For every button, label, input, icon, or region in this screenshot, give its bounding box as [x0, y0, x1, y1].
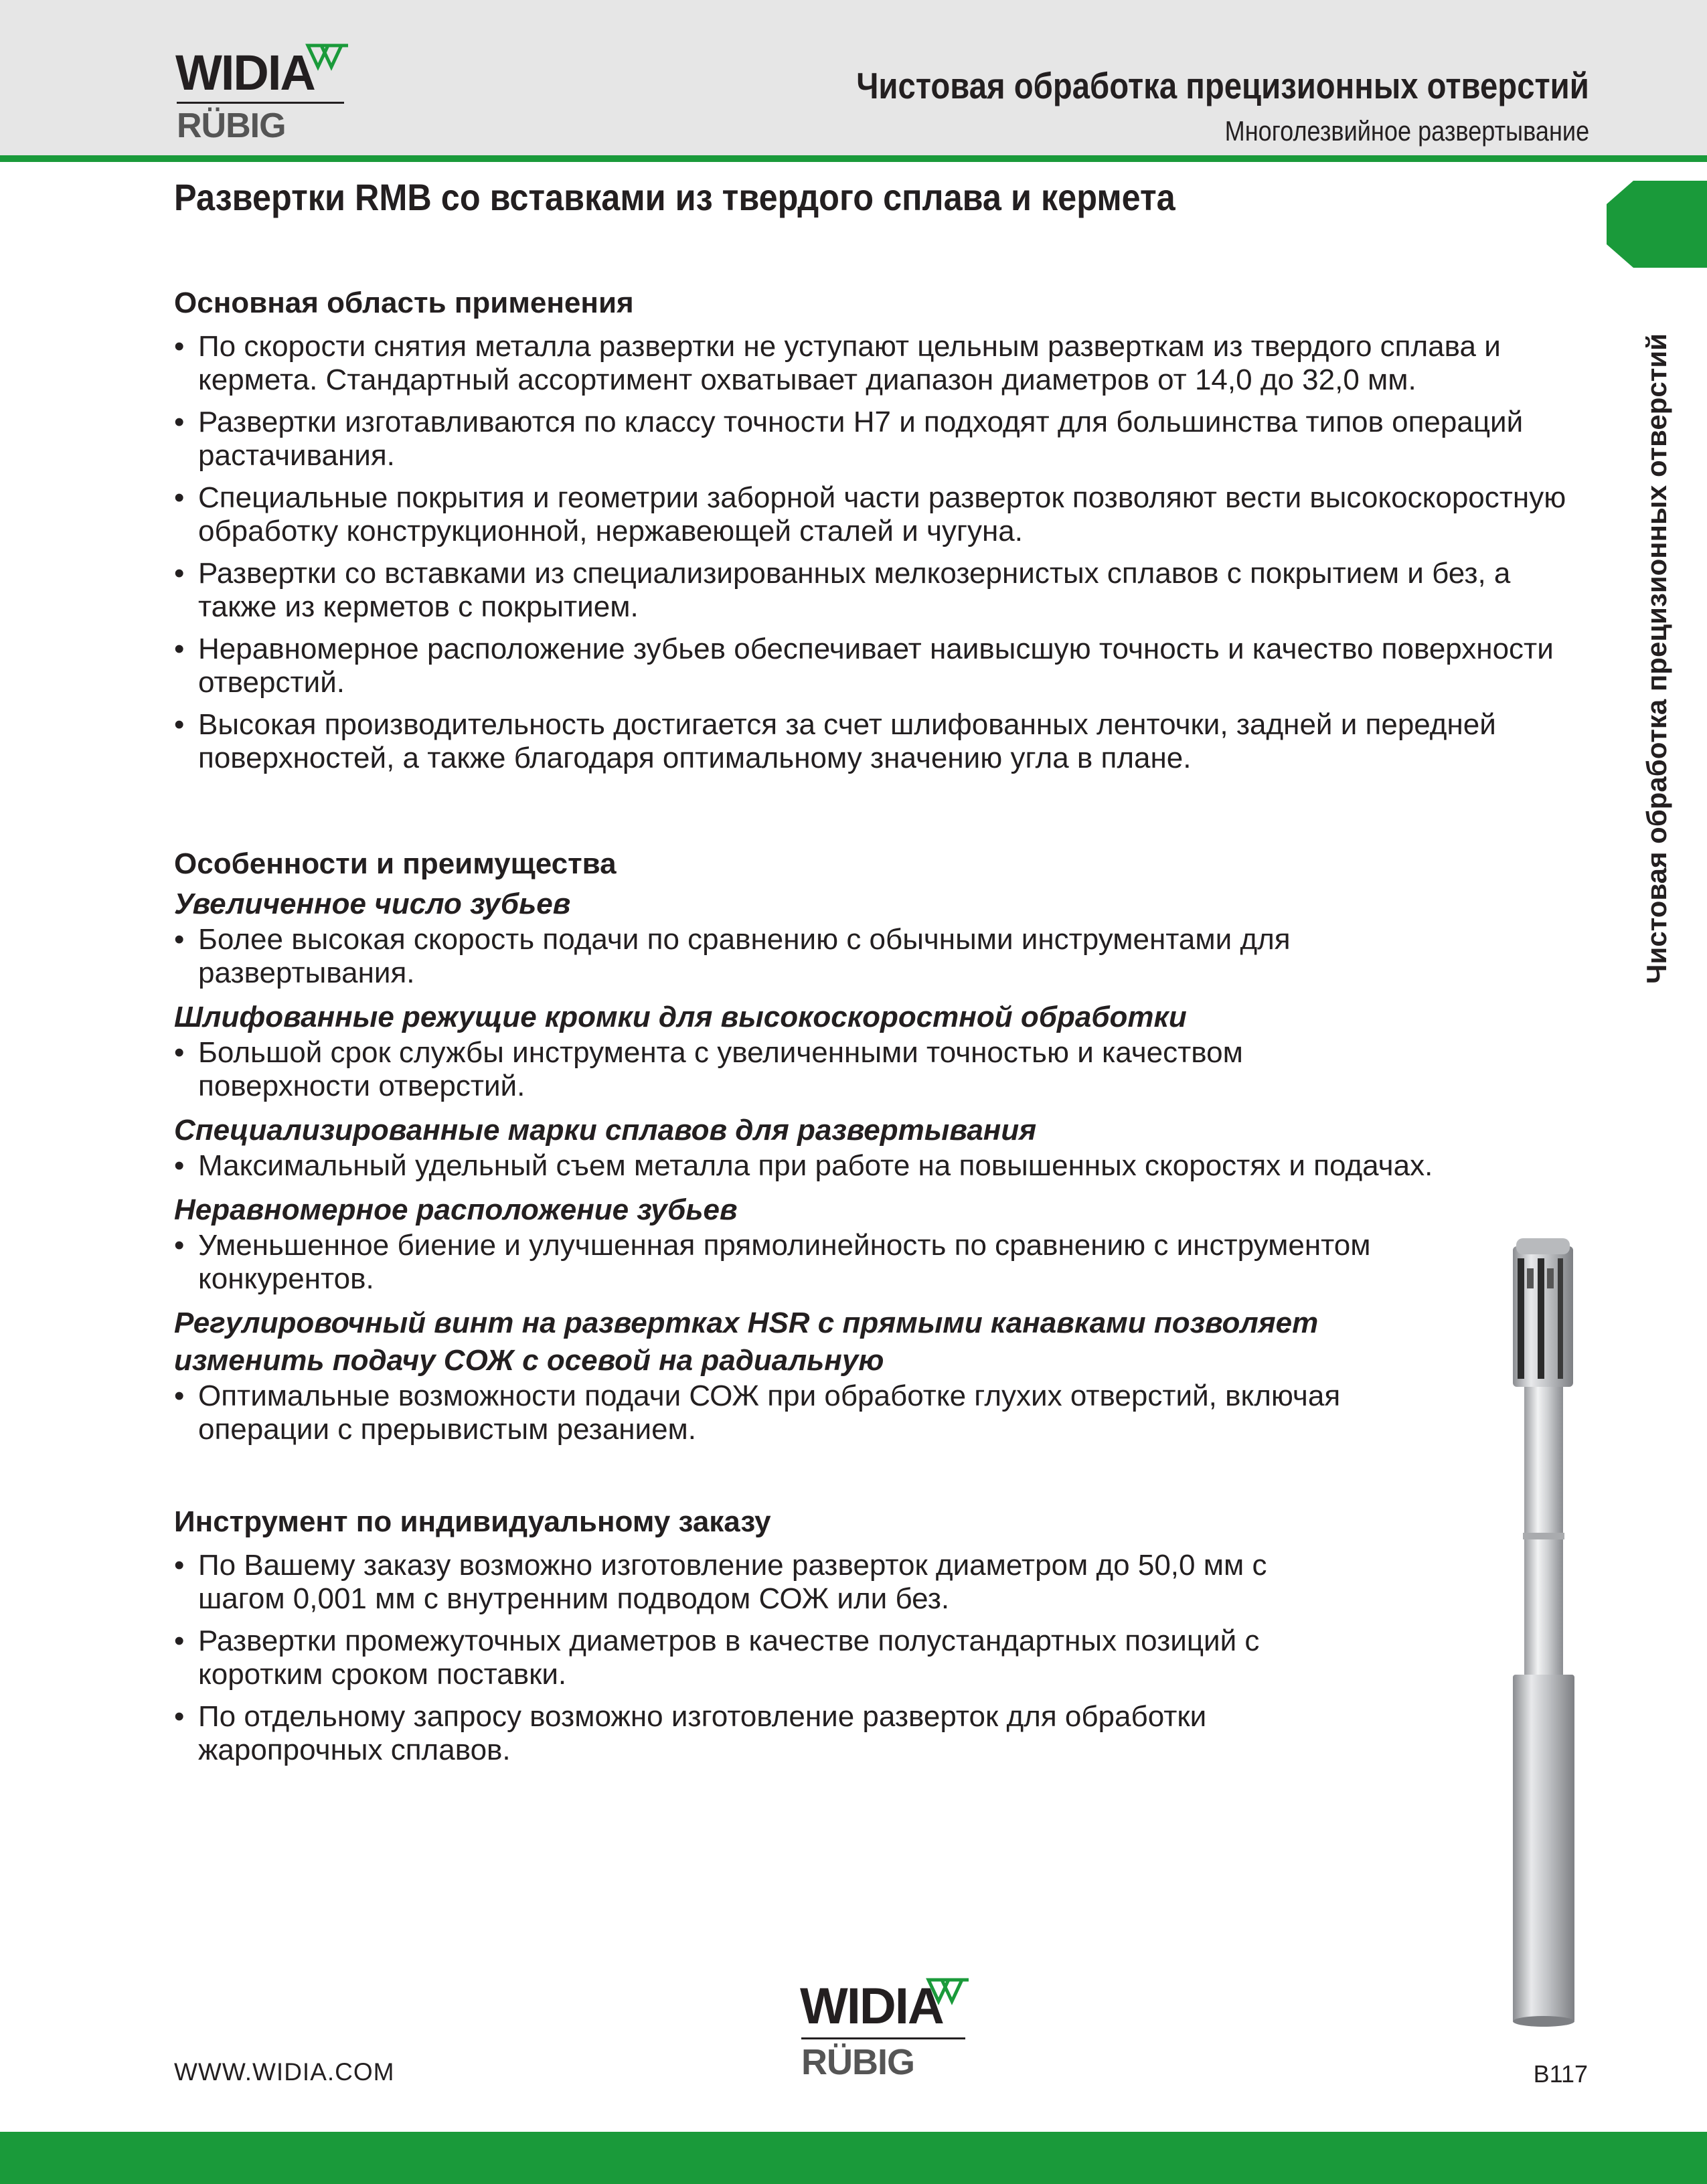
- feature-title: Регулировочный винт на развертках HSR с прямыми канавками позволяет изменить подачу СОЖ с осевой на радиальную: [174, 1307, 1319, 1377]
- footer-band: [0, 2132, 1707, 2184]
- list-item: • Неравномерное расположение зубьев обеспечивает наивысшую точность и качество поверхности отверстий.: [174, 633, 1593, 699]
- reamer-tool-icon: [1489, 1238, 1590, 2028]
- bullet-list: [174, 1036, 1499, 1103]
- bullet-list: [174, 1229, 1499, 1296]
- bullet-list: [174, 1549, 1352, 1767]
- section-heading: Инструмент по индивидуальному заказу: [174, 1505, 771, 1538]
- feature-title: Увеличенное число зубьев: [174, 888, 571, 920]
- logo-rule: [177, 102, 344, 104]
- side-tab-label: Чистовая обработка прецизионных отверстий: [1641, 333, 1672, 984]
- list-item: • Более высокая скорость подачи по сравнению с обычными инструментами для развертывания.: [174, 923, 1336, 990]
- logo-rule: [801, 2037, 965, 2039]
- list-item: • По скорости снятия металла развертки не уступают цельным разверткам из твердого сплава и кермета. Стандартный ассортимент охватывает диапазон диаметров от 14,0 до 32,0 мм.: [174, 330, 1593, 397]
- bullet-list: [174, 1149, 1499, 1183]
- footer-logo: [800, 1978, 967, 2088]
- section-features: [174, 845, 1499, 1446]
- list-item: • Максимальный удельный съем металла при работе на повышенных скоростях и подачах.: [174, 1149, 1499, 1183]
- logo-rubig-text: RÜBIG: [801, 2042, 914, 2082]
- page-number: B117: [1533, 2060, 1588, 2088]
- logo-triangle-icon: [305, 43, 351, 76]
- section-heading: Основная область применения: [174, 286, 634, 319]
- list-item: • Уменьшенное биение и улучшенная прямолинейность по сравнению с инструментом конкурентов.: [174, 1229, 1470, 1296]
- spacer: [174, 1455, 1593, 1503]
- header-rule: [0, 155, 1707, 162]
- list-item: • Высокая производительность достигается за счет шлифованных ленточки, задней и передней поверхностей, а также благодаря оптимальному значению угла в плане.: [174, 708, 1593, 775]
- spacer: [174, 784, 1593, 845]
- section-application: [174, 284, 1593, 775]
- logo-widia-text: WIDIA: [800, 1978, 943, 2035]
- logo-rubig-text: RÜBIG: [177, 106, 286, 145]
- section-heading: Особенности и преимущества: [174, 847, 617, 880]
- logo-triangle-icon: [926, 1977, 971, 2011]
- bullet-list: [174, 923, 1499, 990]
- list-item: • Специальные покрытия и геометрии заборной части разверток позволяют вести высокоскоростную обработку конструкционной, нержавеющей сталей и чугуна.: [174, 481, 1593, 548]
- list-item: • Развертки изготавливаются по классу точности H7 и подходят для большинства типов операций растачивания.: [174, 406, 1593, 473]
- feature-title: Неравномерное расположение зубьев: [174, 1193, 738, 1226]
- footer-url[interactable]: WWW.WIDIA.COM: [174, 2058, 395, 2086]
- page-title: Развертки RMB со вставками из твердого сплава и кермета: [174, 176, 1175, 218]
- list-item: • По отдельному запросу возможно изготовление разверток для обработки жаропрочных сплавов.: [174, 1700, 1352, 1767]
- list-item: • По Вашему заказу возможно изготовление разверток диаметром до 50,0 мм с шагом 0,001 мм с внутренним подводом СОЖ или без.: [174, 1549, 1352, 1616]
- header-subtitle: Многолезвийное развертывание: [1224, 115, 1589, 147]
- feature-title: Шлифованные режущие кромки для высокоскоростной обработки: [174, 1001, 1187, 1033]
- section-custom: [174, 1503, 1352, 1767]
- logo-widia-text: WIDIA: [175, 45, 315, 100]
- side-tab-shape: [1607, 181, 1707, 268]
- main-content: [174, 284, 1593, 1776]
- bullet-list: [174, 1379, 1499, 1446]
- bullet-list: [174, 330, 1593, 775]
- list-item: • Большой срок службы инструмента с увеличенными точностью и качеством поверхности отверстий.: [174, 1036, 1336, 1103]
- list-item: • Оптимальные возможности подачи СОЖ при обработке глухих отверстий, включая операции с прерывистым резанием.: [174, 1379, 1470, 1446]
- feature-title: Специализированные марки сплавов для развертывания: [174, 1114, 1037, 1147]
- header-logo: [175, 45, 349, 149]
- header-title: Чистовая обработка прецизионных отверстий: [856, 65, 1589, 106]
- list-item: • Развертки промежуточных диаметров в качестве полустандартных позиций с коротким сроком поставки.: [174, 1624, 1352, 1691]
- list-item: • Развертки со вставками из специализированных мелкозернистых сплавов с покрытием и без, а также из керметов с покрытием.: [174, 557, 1593, 624]
